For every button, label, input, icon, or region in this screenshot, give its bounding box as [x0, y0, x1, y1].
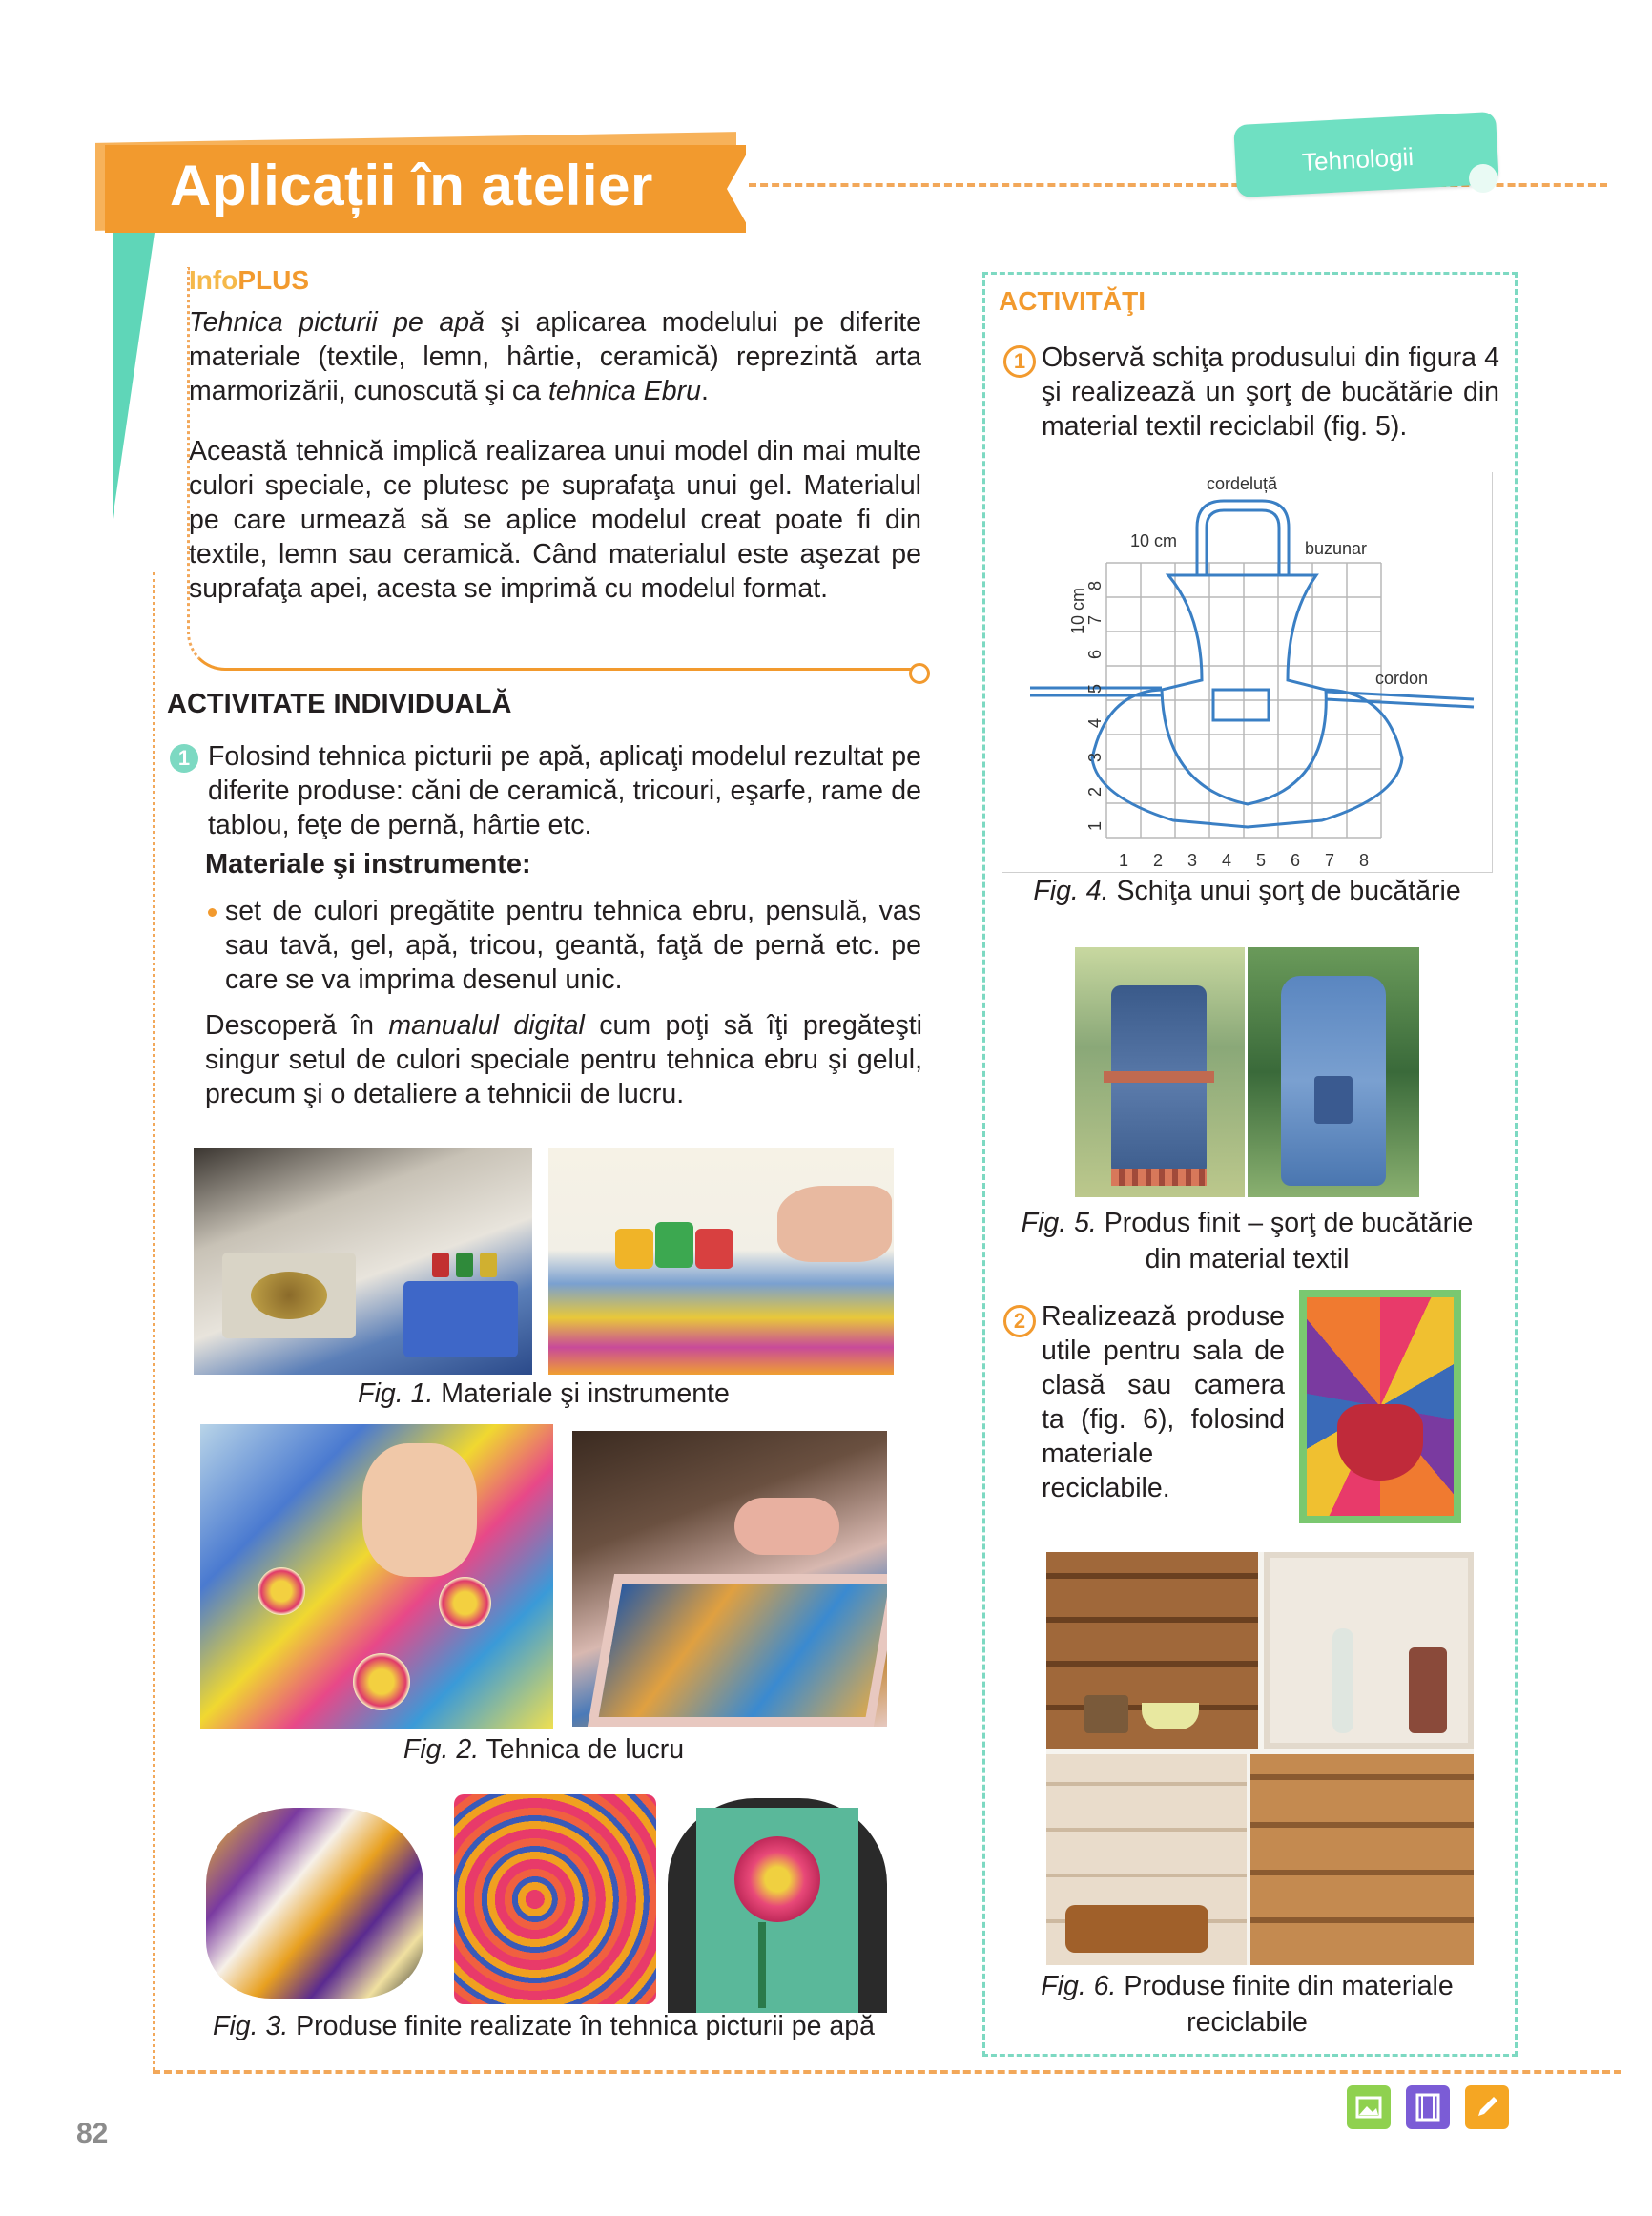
photo-ebru-paint-jars [548, 1148, 894, 1375]
label-10cm-side: 10 cm [1068, 587, 1087, 634]
photo-recycled-collage-frame [1299, 1290, 1461, 1523]
desc-text-a: Descoperă în [205, 1010, 389, 1041]
apron-sketch-figure [1002, 472, 1493, 873]
infoplus-title-info: Info [189, 265, 238, 295]
y-tick-label: 6 [1085, 649, 1105, 660]
photo-marbled-pillow [446, 1787, 664, 2013]
fig1-text: Materiale şi instrumente [433, 1378, 730, 1409]
fig6-label: Fig. 6. [1041, 1971, 1117, 2001]
x-tick-label: 2 [1152, 851, 1164, 870]
label-10cm-top: 10 cm [1130, 531, 1178, 550]
x-tick-label: 4 [1221, 851, 1232, 870]
fig1-caption [194, 1378, 894, 1410]
x-tick-label: 3 [1187, 851, 1198, 870]
photo-ebru-materials-table [194, 1148, 532, 1375]
label-buzunar: buzunar [1305, 539, 1368, 558]
x-tick-label: 6 [1290, 851, 1301, 870]
individual-activity-number: 1 [170, 744, 198, 773]
desc-text-b: cum poţi să îţi pregăteşti singur setul de culori speciale pentru tehnica ebru şi gelul, precum şi o detaliere a tehnicii de lucru. [205, 1010, 923, 1109]
page-number: 82 [76, 2118, 109, 2149]
bullet-icon [208, 908, 217, 917]
infoplus-title [189, 265, 309, 296]
label-cordon: cordon [1375, 669, 1429, 688]
photo-denim-apron-1 [1075, 947, 1245, 1197]
materials-list-item: set de culori pregătite pentru tehnica ebru, pensulă, vas sau tavă, gel, apă, tricou, geantă, faţă de pernă etc. pe care se va imprima desenul unic. [225, 896, 921, 995]
fig5-label: Fig. 5. [1021, 1208, 1097, 1238]
photo-marbled-tshirt [668, 1779, 887, 2013]
x-tick-label: 5 [1255, 851, 1267, 870]
activities-heading: ACTIVITĂŢI [999, 286, 1146, 316]
y-tick-label: 4 [1085, 717, 1105, 729]
left-dotted-margin [153, 572, 155, 2070]
fig6-text-2: reciclabile [1187, 2007, 1308, 2038]
photo-marbled-ceramic-cup [200, 1779, 429, 2013]
y-tick-label: 5 [1085, 683, 1105, 694]
individual-activity-heading: ACTIVITATE INDIVIDUALĂ [167, 689, 512, 719]
digital-manual-link: manualul digital [388, 1010, 585, 1041]
infoplus-end-circle [909, 663, 930, 684]
infoplus-italic-2: tehnica Ebru [547, 376, 701, 406]
infoplus-p1-text: şi aplicarea modelului pe diferite materiale (textile, lemn, hârtie, ceramică) reprezintă arta marmorizării, cunoscută şi ca [189, 307, 921, 406]
pencil-icon[interactable] [1465, 2085, 1509, 2129]
infoplus-italic-1: Tehnica picturii pe apă [189, 307, 485, 338]
fig4-text: Schiţa unui şorţ de bucătărie [1108, 876, 1461, 906]
fig5-caption [1002, 1205, 1493, 1277]
x-tick-label: 1 [1118, 851, 1129, 870]
materials-heading: Materiale şi instrumente: [205, 849, 531, 880]
fig2-label: Fig. 2. [403, 1734, 480, 1765]
infoplus-title-plus: PLUS [237, 265, 309, 295]
fig6-caption [1002, 1968, 1493, 2040]
activity-1-number: 1 [1003, 345, 1036, 378]
bottom-dashed-divider [153, 2070, 1621, 2074]
photo-denim-apron-2 [1248, 947, 1419, 1197]
apron-sketch-svg [1002, 472, 1493, 873]
photo-ebru-tray-marbling [572, 1431, 887, 1727]
label-cordeluta: cordeluță [1206, 474, 1278, 493]
fig2-text: Tehnica de lucru [479, 1734, 685, 1765]
x-tick-label: 8 [1358, 851, 1370, 870]
fig6-text-1: Produse finite din materiale [1116, 1971, 1454, 2001]
fig1-label: Fig. 1. [358, 1378, 434, 1409]
y-tick-label: 3 [1085, 752, 1105, 763]
fig3-text: Produse finite realizate în tehnica picturii pe apă [288, 2011, 875, 2041]
digital-manual-paragraph [205, 1008, 922, 1111]
fig4-caption [1002, 876, 1493, 907]
activity-2-number: 2 [1003, 1305, 1036, 1337]
fig5-text-2: din material textil [1145, 1244, 1350, 1274]
fig4-label: Fig. 4. [1033, 876, 1109, 906]
teal-corner-decoration [113, 233, 155, 519]
photo-wooden-crates-shelves [1046, 1552, 1474, 1965]
page-title: Aplicații în atelier [170, 154, 653, 217]
tag-circle-decoration [1469, 164, 1497, 193]
video-icon[interactable] [1406, 2085, 1450, 2129]
fig3-caption [200, 2011, 887, 2042]
photo-ebru-painting-technique [200, 1424, 553, 1729]
y-tick-label: 7 [1085, 614, 1105, 626]
fig5-text-1: Produs finit – şorţ de bucătărie [1096, 1208, 1474, 1238]
individual-activity-text: Folosind tehnica picturii pe apă, aplicaţi modelul rezultat pe diferite produse: căni de ceramică, tricouri, eşarfe, rame de tablou, feţe de pernă, hârtie etc. [208, 741, 921, 840]
activity-2-text: Realizează produse utile pentru sala de clasă sau camera ta (fig. 6), folosind materiale reciclabile. [1042, 1301, 1285, 1503]
chapter-tag-label: Tehnologii [1301, 141, 1415, 177]
fig3-label: Fig. 3. [213, 2011, 289, 2041]
title-banner-notch [727, 145, 752, 233]
y-tick-label: 1 [1085, 820, 1105, 832]
image-icon[interactable] [1347, 2085, 1391, 2129]
infoplus-paragraph-1 [189, 305, 921, 408]
x-tick-label: 7 [1324, 851, 1335, 870]
infoplus-p1-end: . [700, 376, 709, 406]
y-tick-label: 8 [1085, 580, 1105, 591]
y-tick-label: 2 [1085, 786, 1105, 797]
infoplus-paragraph-2: Această tehnică implică realizarea unui model din mai multe culori speciale, ce plutesc pe suprafaţa unui gel. Materialul pe care urmează să se aplice modelul creat poate fi din textile, lemn sau ceramică. Când materialul este aşezat pe suprafaţa apei, acesta se imprimă cu modelul format. [189, 436, 921, 604]
activity-1-text: Observă schiţa produsului din figura 4 şi realizează un şorţ de bucătărie din material textil reciclabil (fig. 5). [1042, 342, 1499, 442]
fig2-caption [200, 1734, 887, 1766]
